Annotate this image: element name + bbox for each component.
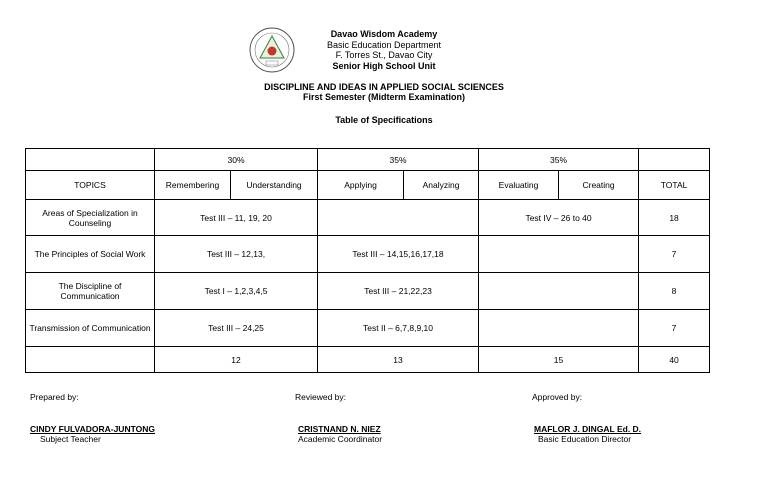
items-cell: Test IV – 26 to 40 [479,200,639,236]
table-row [26,236,710,273]
column-header: Remembering [155,171,231,200]
items-cell: Test I – 1,2,3,4,5 [155,273,318,310]
totals-row [26,347,710,373]
blank-cell [639,149,710,171]
items-cell: Test III – 21,22,23 [318,273,479,310]
items-cell [318,200,479,236]
table-row [26,200,710,236]
school-name: Davao Wisdom Academy [330,29,438,39]
department-name: Basic Education Department [326,40,442,50]
table-row [26,273,710,310]
percent-cell: 35% [318,149,479,171]
blank-cell [26,149,155,171]
total-cell: 8 [639,273,710,310]
items-cell: Test II – 6,7,8,9,10 [318,310,479,347]
items-cell: Test III – 24,25 [155,310,318,347]
prepared-by-label: Prepared by: [30,392,79,402]
approver-name: MAFLOR J. DINGAL Ed. D. [534,424,642,434]
preparer-name: CINDY FULVADORA-JUNTONG [30,424,155,434]
subtotal-cell: 13 [318,347,479,373]
percent-cell: 35% [479,149,639,171]
approved-by-signature [534,424,641,444]
topic-cell: The Principles of Social Work [26,236,155,273]
reviewer-role: Academic Coordinator [298,434,383,444]
total-cell: 7 [639,310,710,347]
school-address: F. Torres St., Davao City [335,50,433,60]
column-header: Understanding [231,171,318,200]
items-cell: Test III – 11, 19, 20 [155,200,318,236]
column-header: TOPICS [26,171,155,200]
approver-role: Basic Education Director [538,434,632,444]
approved-by-label: Approved by: [532,392,583,402]
specifications-table [25,148,710,373]
percent-cell: 30% [155,149,318,171]
subject-title: DISCIPLINE AND IDEAS IN APPLIED SOCIAL SCIENCES [264,82,504,92]
subtotal-cell: 15 [479,347,639,373]
prepared-by-signature [30,424,155,444]
exam-title: First Semester (Midterm Examination) [302,92,466,102]
blank-cell [26,347,155,373]
total-cell: 7 [639,236,710,273]
column-header: Analyzing [404,171,479,200]
items-cell: Test III – 14,15,16,17,18 [318,236,479,273]
column-header-row [26,171,710,200]
items-cell [479,310,639,347]
column-header: Applying [318,171,404,200]
reviewed-by-label: Reviewed by: [295,392,347,402]
column-header: Creating [559,171,639,200]
unit-name: Senior High School Unit [332,61,436,71]
topic-cell: The Discipline of Communication [26,273,155,310]
subtotal-cell: 12 [155,347,318,373]
table-row [26,310,710,347]
topic-cell: Transmission of Communication [26,310,155,347]
document-title: Table of Specifications [335,115,433,125]
column-header: Evaluating [479,171,559,200]
items-cell [479,273,639,310]
items-cell [479,236,639,273]
total-cell: 18 [639,200,710,236]
topic-cell: Areas of Specialization in Counseling [26,200,155,236]
reviewed-by-signature [298,424,382,444]
grand-total-cell: 40 [639,347,710,373]
column-header: TOTAL [639,171,710,200]
items-cell: Test III – 12,13, [155,236,318,273]
percent-row [26,149,710,171]
reviewer-name: CRISTNAND N. NIEZ [298,424,381,434]
preparer-role: Subject Teacher [40,434,101,444]
